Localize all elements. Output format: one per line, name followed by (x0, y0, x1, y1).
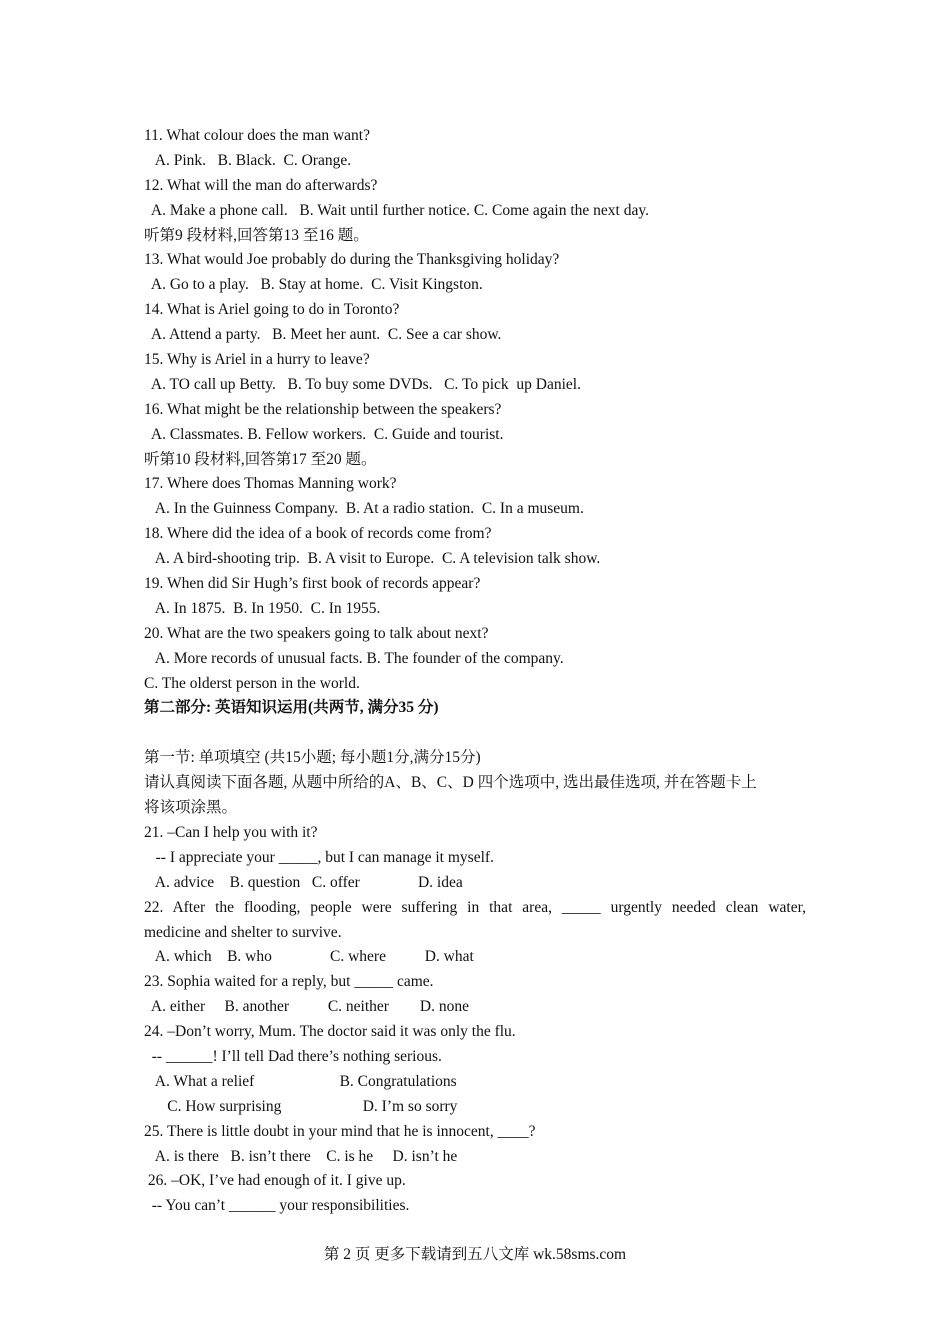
question-25: 25. There is little doubt in your mind that he is innocent, ____? (144, 1122, 536, 1140)
question-24-reply: -- ______! I’ll tell Dad there’s nothing serious. (144, 1047, 442, 1065)
document-body (144, 124, 806, 1219)
question-23: 23. Sophia waited for a reply, but _____ came. (144, 973, 434, 991)
options-18: A. A bird-shooting trip. B. A visit to Europe. C. A television talk show. (144, 550, 601, 568)
question-13: 13. What would Joe probably do during the Thanksgiving holiday? (144, 251, 560, 269)
question-14: 14. What is Ariel going to do in Toronto? (144, 301, 400, 319)
options-14: A. Attend a party. B. Meet her aunt. C. See a car show. (144, 326, 502, 344)
question-21: 21. –Can I help you with it? (144, 823, 318, 841)
options-19: A. In 1875. B. In 1950. C. In 1955. (144, 599, 381, 617)
options-11: A. Pink. B. Black. C. Orange. (144, 151, 352, 169)
options-25: A. is there B. isn’t there C. is he D. isn’t he (144, 1147, 458, 1165)
section-one-instruction: 请认真阅读下面各题, 从题中所给的A、B、C、D 四个选项中, 选出最佳选项, 并在答题卡上 (144, 774, 757, 792)
options-16: A. Classmates. B. Fellow workers. C. Guide and tourist. (144, 425, 504, 443)
question-16: 16. What might be the relationship between the speakers? (144, 400, 502, 418)
question-26-reply: -- You can’t ______ your responsibilities. (144, 1197, 410, 1215)
options-20: A. More records of unusual facts. B. The founder of the company. (144, 649, 564, 667)
question-22: 22. After the flooding, people were suffering in that area, _____ urgently needed clean water, (144, 898, 806, 916)
options-22: A. which B. who C. where D. what (144, 948, 474, 966)
question-20: 20. What are the two speakers going to talk about next? (144, 624, 489, 642)
question-18: 18. Where did the idea of a book of records come from? (144, 525, 492, 543)
spacer (144, 721, 806, 746)
question-26: 26. –OK, I’ve had enough of it. I give up. (144, 1172, 406, 1190)
question-11: 11. What colour does the man want? (144, 127, 370, 144)
section-one-heading: 第一节: 单项填空 (共15小题; 每小题1分,满分15分) (144, 749, 481, 767)
section-one-instruction-continued: 将该项涂黑。 (144, 799, 238, 817)
options-13: A. Go to a play. B. Stay at home. C. Visit Kingston. (144, 276, 483, 294)
options-12: A. Make a phone call. B. Wait until further notice. C. Come again the next day. (144, 201, 649, 219)
options-20-continued: C. The olderst person in the world. (144, 674, 360, 692)
question-21-reply: -- I appreciate your _____, but I can manage it myself. (144, 848, 494, 866)
section-instruction-10: 听第10 段材料,回答第17 至20 题。 (144, 450, 377, 468)
question-15: 15. Why is Ariel in a hurry to leave? (144, 351, 370, 369)
options-21: A. advice B. question C. offer D. idea (144, 873, 463, 891)
options-15: A. TO call up Betty. B. To buy some DVDs. C. To pick up Daniel. (144, 375, 581, 393)
part-two-heading: 第二部分: 英语知识运用(共两节, 满分35 分) (144, 699, 439, 717)
question-24: 24. –Don’t worry, Mum. The doctor said it was only the flu. (144, 1023, 516, 1041)
question-12: 12. What will the man do afterwards? (144, 176, 378, 194)
question-19: 19. When did Sir Hugh’s first book of records appear? (144, 575, 481, 593)
page-footer: 第 2 页 更多下载请到五八文库 wk.58sms.com (323, 1246, 627, 1263)
question-22-continued: medicine and shelter to survive. (144, 923, 342, 941)
options-23: A. either B. another C. neither D. none (144, 998, 470, 1016)
section-instruction-9: 听第9 段材料,回答第13 至16 题。 (144, 226, 369, 244)
question-17: 17. Where does Thomas Manning work? (144, 475, 397, 493)
options-24-ab: A. What a relief B. Congratulations (144, 1072, 457, 1090)
options-17: A. In the Guinness Company. B. At a radio station. C. In a museum. (144, 500, 584, 518)
options-24-cd: C. How surprising D. I’m so sorry (144, 1097, 458, 1115)
